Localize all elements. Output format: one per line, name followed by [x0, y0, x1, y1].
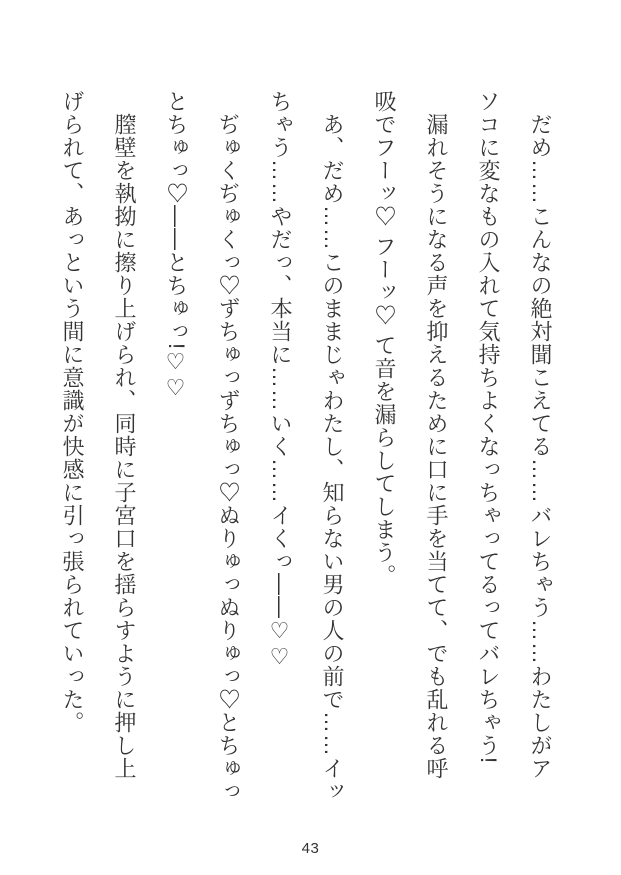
page-number: 43: [301, 840, 320, 857]
text-line: あ、だめ……このままじゃわたし、知らない男の人の前で……イッ: [320, 113, 345, 803]
text-line: 吸でフーッ♡ フーッ♡ て音を漏らしてしまう。: [372, 90, 397, 588]
text-line: だめ……こんなの絶対聞こえてる……バレちゃう……わたしがア: [528, 113, 553, 780]
text-line: 漏れそうになる声を抑えるために口に手を当てて、でも乱れる呼: [424, 113, 449, 780]
text-line: ソコに変なもの入れて気持ちよくなっちゃってるってバレちゃう!: [476, 90, 501, 765]
text-line: 膣壁を執拗に擦り上げられ、同時に子宮口を揺らすように押し上: [112, 113, 137, 780]
text-line: ぢゅくぢゅくっ♡ずちゅっずちゅっ♡ぬりゅっぬりゅっ♡とちゅっ: [216, 113, 241, 803]
vertical-text-area: [40, 90, 566, 816]
text-line: げられて、あっという間に意識が快感に引っ張られていった。: [60, 90, 85, 734]
text-line: ちゃう……やだっ、本当に……いく……イくっ――♡♡: [268, 90, 293, 671]
text-line: とちゅっ♡――とちゅっ!♡♡: [164, 90, 189, 403]
